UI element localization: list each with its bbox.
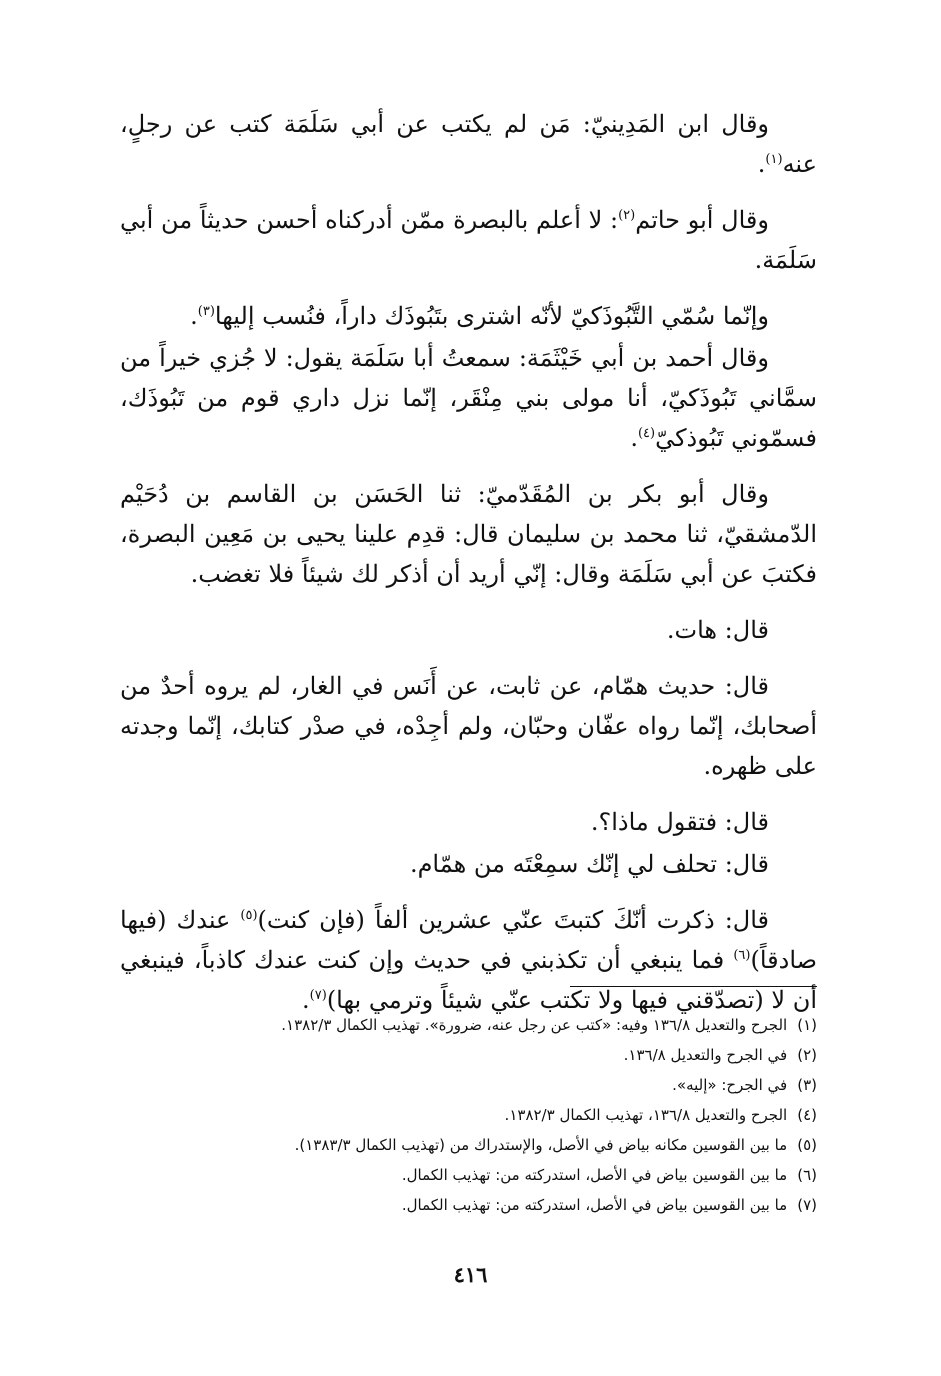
footnote-ref: (٣) <box>197 304 215 319</box>
footnote-item <box>120 1190 817 1220</box>
paragraph-text: قال: حديث همّام، عن ثابت، عن أَنَس في الغار، لم يروه أحدٌ من أصحابك، إنّما رواه عفّان وحبّان، ولم أجِدْه، في صدْر كتابك، إنّما وجدته على ظهره. <box>120 672 817 780</box>
paragraph-text: وقال أبو حاتم <box>635 206 769 234</box>
paragraph-text: قال: ذكرت أنّكَ كتبتَ عنّي عشرين ألفاً (فإن كنت) <box>257 906 769 934</box>
paragraph-ibn-madini: وقال ابن المَدِينيّ: مَن لم يكتب عن أبي سَلَمَة كتب عن رجلٍ، عنه$^{(١)}$. <box>120 110 817 178</box>
paragraph-text: قال: هات. <box>666 616 769 644</box>
paragraph-text: قال: فتقول ماذا؟. <box>590 808 769 836</box>
footnote-item <box>120 1130 817 1160</box>
footnote-text: في الجرح والتعديل ١٣٦/٨. <box>623 1046 788 1064</box>
footnote-separator <box>570 986 817 987</box>
footnote-item <box>120 1040 817 1070</box>
footnote-ref: (٢) <box>618 208 636 223</box>
paragraph-hammam-hadith <box>120 666 817 786</box>
paragraph-hat <box>120 610 817 650</box>
footnote-number: (١) <box>797 1016 817 1034</box>
paragraph-tabudhaki-name: وإنّما سُمّي التَّبُوذَكيّ لأنّه اشترى بتَبُوذَك داراً، فنُسب إليها$^{(٣)}$. <box>190 302 769 330</box>
footnote-ref: (٧) <box>309 988 327 1003</box>
footnote-text: الجرح والتعديل ١٣٦/٨ وفيه: «كتب عن رجل عنه، ضرورة». تهذيب الكمال ١٣٨٢/٣. <box>281 1016 788 1034</box>
footnote-number: (٣) <box>797 1076 817 1094</box>
paragraph-text: وإنّما سُمّي التَّبُوذَكيّ لأنّه اشترى بتَبُوذَك داراً، فنُسب إليها <box>214 302 769 330</box>
footnote-item <box>120 1160 817 1190</box>
footnote-ref: (٦) <box>733 948 751 963</box>
footnote-text: الجرح والتعديل ١٣٦/٨، تهذيب الكمال ١٣٨٢/٣. <box>504 1106 788 1124</box>
paragraph-text: قال: تحلف لي إنّك سمِعْتَه من همّام. <box>409 850 769 878</box>
paragraph-text: وقال أبو بكر بن المُقَدّميّ: ثنا الحَسَن بن القاسم بن دُحَيْم الدّمشقيّ، ثنا محمد بن سليمان قال: قدِم علينا يحيى بن مَعِين البصرة، فكتبَ عن أبي سَلَمَة وقال: إنّي أريد أن أذكر لك شيئاً فلا تغضب. <box>120 480 817 588</box>
footnote-ref: (٤) <box>637 426 656 441</box>
main-text <box>120 104 817 1036</box>
paragraph-muqaddami <box>120 474 817 594</box>
footnote-text: في الجرح: «إليه». <box>672 1076 788 1094</box>
footnote-item <box>120 1010 817 1040</box>
footnote-text: ما بين القوسين بياض في الأصل، استدركته من: تهذيب الكمال. <box>401 1196 788 1214</box>
footnote-text: ما بين القوسين مكانه بياض في الأصل، والإستدراك من (تهذيب الكمال ١٣٨٣/٣). <box>294 1136 788 1154</box>
footnote-number: (٥) <box>797 1136 817 1154</box>
page-number: ٤١٦ <box>453 1262 488 1287</box>
footnote-ref: (١) <box>765 152 783 167</box>
footnote-item <box>120 1100 817 1130</box>
footnote-number: (٦) <box>797 1166 817 1184</box>
footnote-number: (٧) <box>797 1196 817 1214</box>
footnote-item <box>120 1070 817 1100</box>
paragraph-abu-hatim: وقال أبو حاتم$^{(٢)}$: لا أعلم بالبصرة ممّن أدركناه أحسن حديثاً من أبي سَلَمَة. <box>120 206 817 274</box>
footnotes <box>120 1010 817 1220</box>
paragraph-swear <box>120 844 817 884</box>
paragraph-twenty-thousand: قال: ذكرت أنّكَ كتبتَ عنّي عشرين ألفاً (فإن كنت)$^{(٥)}$ عندك (فيها صادقاً)$^{(٦)}$ فما ينبغي أن تكذبني في حديث وإن كنت عندك كاذباً، فينبغي أن لا (تصدّقني فيها ولا تكتب عنّي شيئاً وترمي بها)$^{(٧)}$. <box>120 906 818 1014</box>
footnote-ref: (٥) <box>240 908 258 923</box>
footnote-number: (٢) <box>797 1046 817 1064</box>
footnote-number: (٤) <box>797 1106 817 1124</box>
paragraph-ahmad-ibn-khaythama: وقال أحمد بن أبي خَيْثَمَة: سمعتُ أبا سَلَمَة يقول: لا جُزي خيراً من سمَّاني تَبُوذَكيّ، أنا مولى بني مِنْقَر، إنّما نزل داري قوم من تَبُوذَك، فسمّوني تَبُوذكيّ$^{(٤)}$. <box>120 344 817 452</box>
footnote-text: ما بين القوسين بياض في الأصل، استدركته من: تهذيب الكمال. <box>401 1166 788 1184</box>
paragraph-text: وقال ابن المَدِينيّ: مَن لم يكتب عن أبي سَلَمَة كتب عن رجلٍ، عنه <box>120 110 817 178</box>
paragraph-what-say <box>120 802 817 842</box>
paragraph-text: وقال أحمد بن أبي خَيْثَمَة: سمعتُ أبا سَلَمَة يقول: لا جُزي خيراً من سمَّاني تَبُوذَكيّ، أنا مولى بني مِنْقَر، إنّما نزل داري قوم من تَبُوذَك، فسمّوني تَبُوذكيّ <box>120 344 817 452</box>
